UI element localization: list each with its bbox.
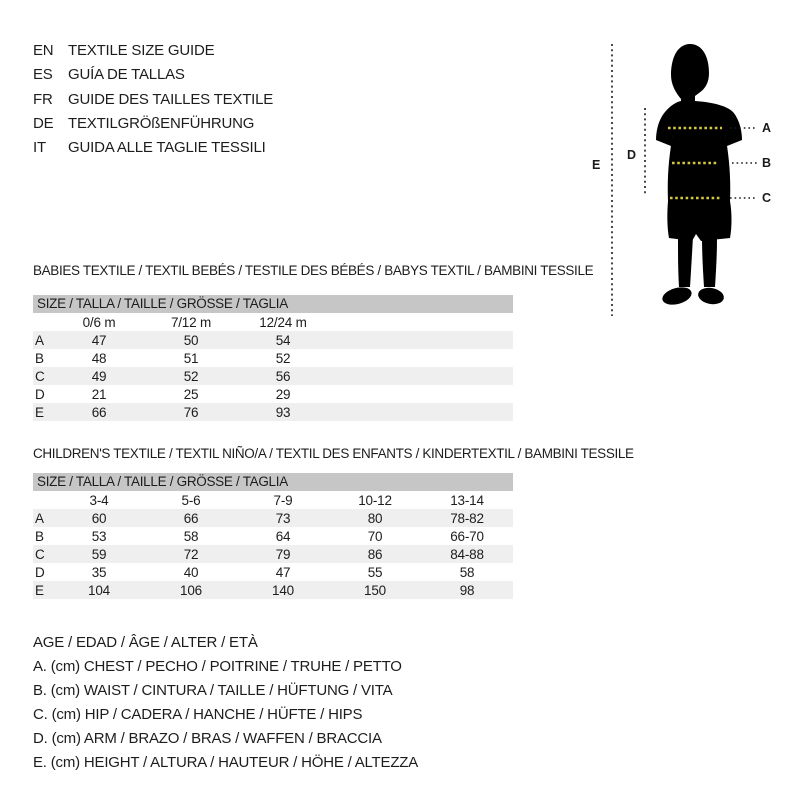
row-label: A [35, 510, 44, 526]
lang-title: TEXTILGRÖßENFÜHRUNG [68, 114, 255, 132]
measurement-legend [33, 631, 418, 775]
row-label: D [35, 386, 45, 402]
table-row [33, 545, 513, 563]
row-label: C [35, 368, 45, 384]
babies-section-headline: BABIES TEXTILE / TEXTIL BEBÉS / TESTILE DES BÉBÉS / BABYS TEXTIL / BAMBINI TESSILE [33, 263, 594, 278]
label-b: B [762, 156, 772, 170]
legend-age: AGE / EDAD / ÂGE / ALTER / ETÀ [33, 634, 258, 651]
cell: 64 [275, 528, 291, 544]
label-e: E [592, 158, 601, 172]
lang-code: ES [33, 66, 53, 84]
table-row [33, 527, 513, 545]
column-header: 3-4 [89, 492, 109, 508]
corner-cell [33, 313, 53, 331]
cell: 76 [183, 404, 199, 420]
children-size-bar: SIZE / TALLA / TAILLE / GRÖSSE / TAGLIA [33, 473, 513, 491]
lang-title: GUIDA ALLE TAGLIE TESSILI [68, 139, 266, 157]
filler-cell [329, 349, 513, 367]
cell: 60 [91, 510, 107, 526]
cell: 47 [91, 332, 107, 348]
label-a: A [762, 121, 772, 135]
cell: 52 [275, 350, 291, 366]
babies-column-header-row [33, 313, 513, 331]
filler-cell [329, 313, 513, 331]
lang-row-es [33, 63, 273, 87]
cell: 59 [91, 546, 107, 562]
cell: 73 [275, 510, 291, 526]
row-label: B [35, 528, 44, 544]
lang-title: GUÍA DE TALLAS [68, 66, 185, 84]
table-row [33, 403, 513, 421]
table-row [33, 331, 513, 349]
cell: 54 [275, 332, 291, 348]
lang-code: DE [33, 114, 54, 132]
cell: 72 [183, 546, 199, 562]
cell: 98 [459, 582, 475, 598]
filler-cell [329, 367, 513, 385]
cell: 66 [91, 404, 107, 420]
lang-code: IT [33, 139, 46, 157]
legend-arm: D. (cm) ARM / BRAZO / BRAS / WAFFEN / BRACCIA [33, 730, 382, 747]
cell: 78-82 [450, 510, 484, 526]
row-label: B [35, 350, 44, 366]
corner-cell [33, 491, 53, 509]
cell: 150 [364, 582, 386, 598]
cell: 84-88 [450, 546, 484, 562]
cell: 104 [88, 582, 110, 598]
language-title-list [33, 39, 273, 160]
table-row [33, 509, 513, 527]
table-row [33, 385, 513, 403]
column-header: 0/6 m [82, 314, 116, 330]
lang-row-de [33, 112, 273, 136]
legend-chest: A. (cm) CHEST / PECHO / POITRINE / TRUHE / PETTO [33, 658, 402, 675]
lang-row-it [33, 136, 273, 160]
babies-size-table [33, 313, 513, 421]
row-label: D [35, 564, 45, 580]
cell: 47 [275, 564, 291, 580]
table-row [33, 563, 513, 581]
children-size-table [33, 491, 513, 599]
label-c: C [762, 191, 772, 205]
cell: 66-70 [450, 528, 484, 544]
children-section-headline: CHILDREN'S TEXTILE / TEXTIL NIÑO/A / TEXTIL DES ENFANTS / KINDERTEXTIL / BAMBINI TESSILE [33, 446, 634, 461]
cell: 93 [275, 404, 291, 420]
cell: 21 [91, 386, 107, 402]
cell: 35 [91, 564, 107, 580]
cell: 55 [367, 564, 383, 580]
column-header: 12/24 m [259, 314, 307, 330]
row-label: C [35, 546, 45, 562]
column-header: 7-9 [273, 492, 293, 508]
cell: 25 [183, 386, 199, 402]
column-header: 10-12 [358, 492, 392, 508]
cell: 58 [183, 528, 199, 544]
column-header: 13-14 [450, 492, 484, 508]
child-silhouette-icon [656, 44, 742, 308]
lang-title: GUIDE DES TAILLES TEXTILE [68, 90, 274, 108]
lang-row-fr [33, 88, 273, 112]
lang-row-en [33, 39, 273, 63]
lang-code: FR [33, 90, 53, 108]
table-row [33, 349, 513, 367]
cell: 140 [272, 582, 294, 598]
lang-title: TEXTILE SIZE GUIDE [68, 42, 215, 59]
table-row [33, 367, 513, 385]
column-header: 5-6 [181, 492, 201, 508]
filler-cell [329, 403, 513, 421]
babies-size-bar: SIZE / TALLA / TAILLE / GRÖSSE / TAGLIA [33, 295, 513, 313]
lang-code: EN [33, 42, 54, 59]
cell: 86 [367, 546, 383, 562]
cell: 106 [180, 582, 202, 598]
cell: 80 [367, 510, 383, 526]
cell: 40 [183, 564, 199, 580]
row-label: E [35, 404, 44, 420]
table-row [33, 581, 513, 599]
cell: 56 [275, 368, 291, 384]
cell: 66 [183, 510, 199, 526]
cell: 49 [91, 368, 107, 384]
child-silhouette-diagram [580, 35, 800, 325]
cell: 79 [275, 546, 291, 562]
cell: 29 [275, 386, 291, 402]
legend-height: E. (cm) HEIGHT / ALTURA / HAUTEUR / HÖHE / ALTEZZA [33, 754, 419, 771]
column-header: 7/12 m [170, 314, 212, 330]
legend-hip: C. (cm) HIP / CADERA / HANCHE / HÜFTE / HIPS [33, 706, 363, 723]
row-label: A [35, 332, 44, 348]
children-column-header-row [33, 491, 513, 509]
label-d: D [627, 148, 637, 162]
cell: 51 [183, 350, 199, 366]
filler-cell [329, 331, 513, 349]
legend-waist: B. (cm) WAIST / CINTURA / TAILLE / HÜFTUNG / VITA [33, 682, 393, 699]
row-label: E [35, 582, 44, 598]
filler-cell [329, 385, 513, 403]
cell: 53 [91, 528, 107, 544]
cell: 48 [91, 350, 107, 366]
cell: 50 [183, 332, 199, 348]
cell: 52 [183, 368, 199, 384]
cell: 70 [367, 528, 383, 544]
cell: 58 [459, 564, 475, 580]
